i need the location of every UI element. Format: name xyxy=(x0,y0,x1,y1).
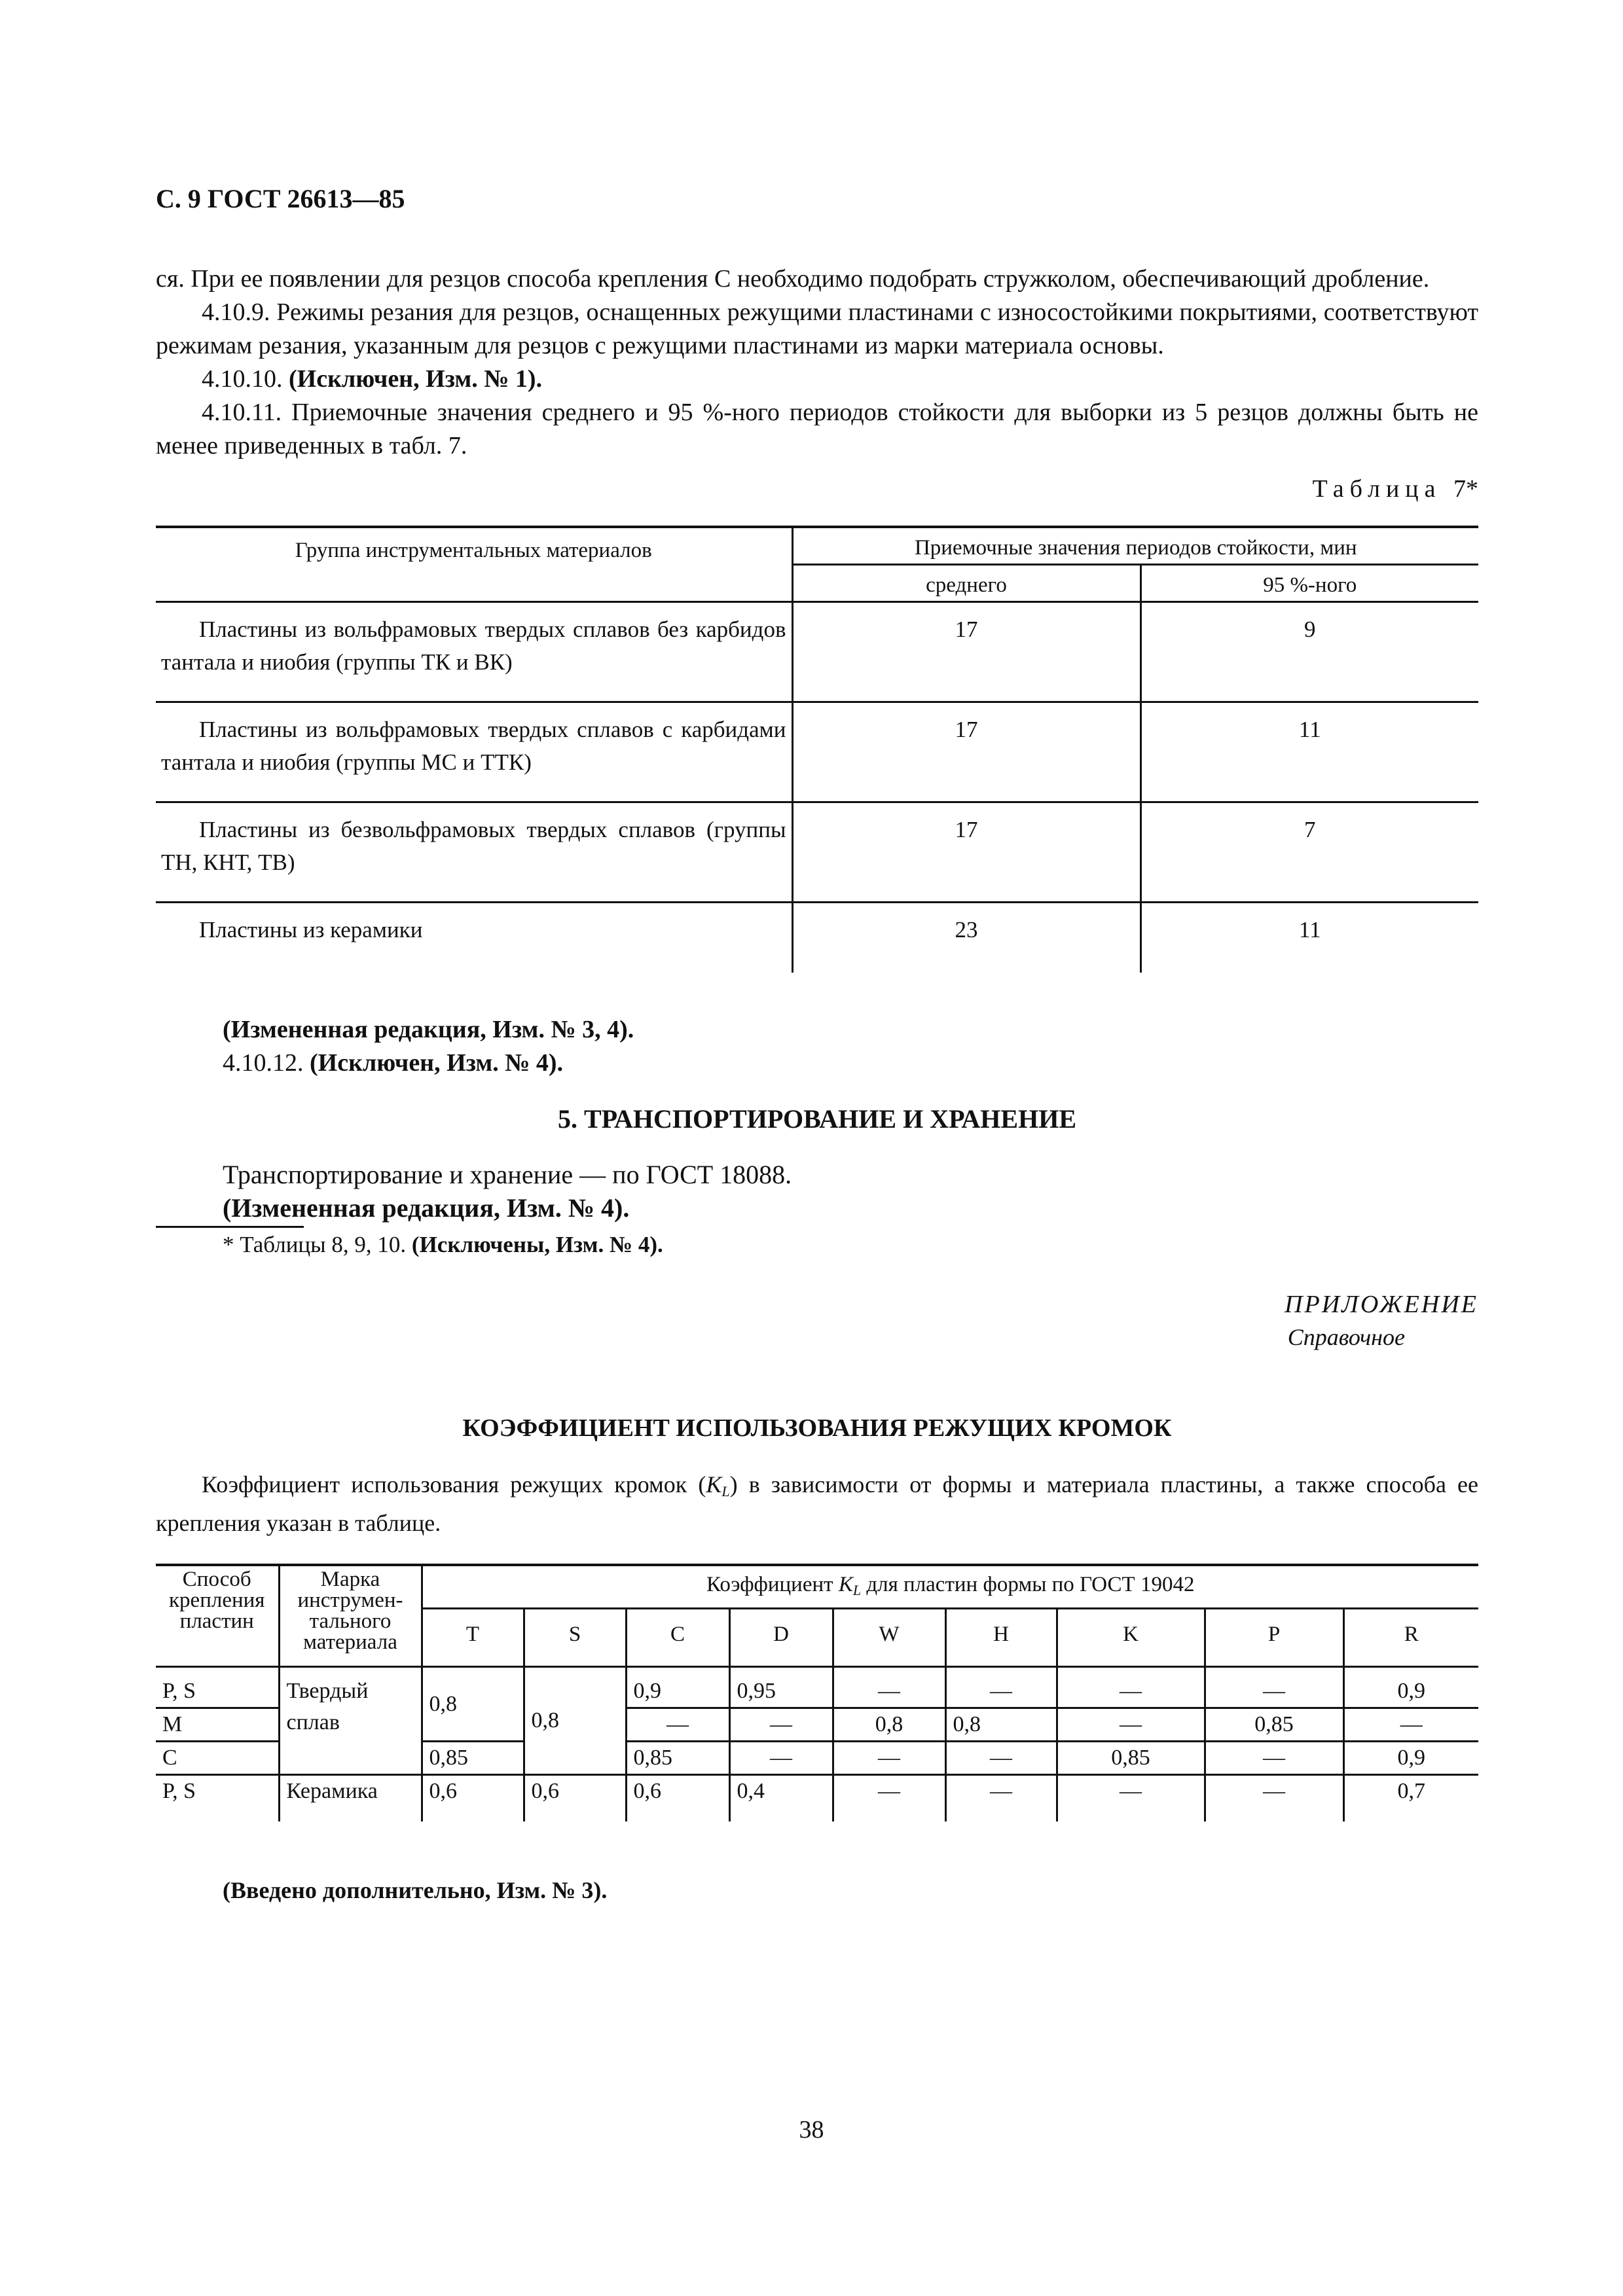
t7-header-material: Группа инструментальных материалов xyxy=(156,527,792,602)
kt-form-T: T xyxy=(422,1609,524,1667)
kt-form-C: C xyxy=(626,1609,729,1667)
paragraph-4-10-10 xyxy=(156,363,1478,396)
kt-r4-K: — xyxy=(1057,1775,1205,1822)
appendix-note: (Введено дополнительно, Изм. № 3). xyxy=(223,1877,608,1903)
kt-method: C xyxy=(156,1742,279,1775)
kt-r3-P: — xyxy=(1205,1742,1343,1775)
t7-material: Пластины из безвольфрамовых твердых сплавов (группы ТН, КНТ, ТВ) xyxy=(156,802,792,903)
paragraph-4-10-12: 4.10.12. (Исключен, Изм. № 4). xyxy=(223,1049,564,1077)
document-page xyxy=(156,183,1478,1907)
kt-r1-P: — xyxy=(1205,1667,1343,1708)
appendix-type: Справочное xyxy=(1287,1324,1405,1350)
table-row xyxy=(156,1775,1478,1822)
t7-p95: 11 xyxy=(1140,903,1478,973)
kt-form-S: S xyxy=(524,1609,626,1667)
t7-p95: 11 xyxy=(1140,702,1478,802)
kt-r3-T: 0,85 xyxy=(422,1742,524,1775)
kt-grade-blank xyxy=(279,1742,422,1775)
table-row xyxy=(156,903,1478,973)
kt-r2-D: — xyxy=(729,1708,833,1742)
kt-form-H: H xyxy=(945,1609,1057,1667)
clause-number: 4.10.10. xyxy=(202,365,283,393)
kt-r3-R: 0,9 xyxy=(1343,1742,1478,1775)
table-row xyxy=(156,602,1478,702)
table-row xyxy=(156,1742,1478,1775)
kt-r4-R: 0,7 xyxy=(1343,1775,1478,1822)
kt-r1-W: — xyxy=(833,1667,945,1708)
kt-form-K: K xyxy=(1057,1609,1205,1667)
kt-r4-W: — xyxy=(833,1775,945,1822)
t7-material: Пластины из керамики xyxy=(199,917,423,942)
kt-method: P, S xyxy=(162,1779,196,1803)
kt-r2-W: 0,8 xyxy=(833,1708,945,1742)
kt-r2-K: — xyxy=(1057,1708,1205,1742)
t7-p95: 9 xyxy=(1140,602,1478,702)
kt-r2-R: — xyxy=(1343,1708,1478,1742)
t7-header-group: Приемочные значения периодов стойкости, мин xyxy=(792,527,1478,565)
table-row xyxy=(156,1667,1478,1708)
kt-form-D: D xyxy=(729,1609,833,1667)
kt-hard-S: 0,8 xyxy=(524,1667,626,1775)
kt-hard-T: 0,8 xyxy=(422,1667,524,1742)
amendment-note: (Измененная редакция, Изм. № 3, 4). xyxy=(223,1016,634,1043)
t7-material: Пластины из вольфрамовых твердых сплавов без карбидов тантала и ниобия (группы ТК и ВК) xyxy=(156,602,792,702)
kt-r1-K: — xyxy=(1057,1667,1205,1708)
coefficient-table xyxy=(156,1564,1478,1821)
kt-r4-T: 0,6 xyxy=(422,1775,524,1822)
table-row xyxy=(156,802,1478,903)
appendix-intro: Коэффициент использования режущих кромок $(K_L)$ в зависимости от формы и материала пластины, а также способа ее крепления указан в таблице. xyxy=(156,1471,1478,1536)
t7-header-mean: среднего xyxy=(792,565,1140,602)
kt-r4-S: 0,6 xyxy=(524,1775,626,1822)
section-5-edit: (Измененная редакция, Изм. № 4). xyxy=(223,1193,630,1223)
table-7-caption: Таблица 7* xyxy=(1312,475,1478,503)
kt-r3-H: — xyxy=(945,1742,1057,1775)
paragraph-continued: ся. При ее появлении для резцов способа крепления С необходимо подобрать стружколом, обеспечивающий дробление. xyxy=(156,265,1430,293)
kt-r2-C: — xyxy=(626,1708,729,1742)
appendix-title: КОЭФФИЦИЕНТ ИСПОЛЬЗОВАНИЯ РЕЖУЩИХ КРОМОК xyxy=(462,1414,1172,1442)
section-5-text: Транспортирование и хранение — по ГОСТ 18088. xyxy=(223,1160,792,1189)
t7-header-95: 95 %-ного xyxy=(1140,565,1478,602)
t7-mean: 17 xyxy=(792,602,1140,702)
t7-mean: 17 xyxy=(792,702,1140,802)
kt-r1-C: 0,9 xyxy=(626,1667,729,1708)
kt-grade-hard: Твердый сплав xyxy=(279,1667,422,1742)
paragraph-4-10-9: 4.10.9. Режимы резания для резцов, оснащенных режущими пластинами с износостойкими покрытиями, соответствуют режимам резания, указанным для резцов с режущими пластинами из марки материала основы. xyxy=(156,298,1478,359)
kt-r2-H: 0,8 xyxy=(945,1708,1057,1742)
page-number: 38 xyxy=(799,2116,824,2144)
table-row xyxy=(156,702,1478,802)
kt-r3-W: — xyxy=(833,1742,945,1775)
kt-r4-P: — xyxy=(1205,1775,1343,1822)
t7-mean: 17 xyxy=(792,802,1140,903)
kt-method: P, S xyxy=(156,1667,279,1708)
t7-material: Пластины из вольфрамовых твердых сплавов с карбидами тантала и ниобия (группы МС и ТТК) xyxy=(156,702,792,802)
kt-r4-C: 0,6 xyxy=(626,1775,729,1822)
kt-method: M xyxy=(156,1708,279,1742)
kt-r2-P: 0,85 xyxy=(1205,1708,1343,1742)
paragraph-4-10-11: 4.10.11. Приемочные значения среднего и 95 %-ного периодов стойкости для выборки из 5 резцов должны быть не менее приведенных в табл. 7. xyxy=(156,399,1478,459)
table-7 xyxy=(156,526,1478,973)
kt-r3-C: 0,85 xyxy=(626,1742,729,1775)
kt-r4-H: — xyxy=(945,1775,1057,1822)
clause-excluded-note: (Исключен, Изм. № 1). xyxy=(289,365,543,393)
appendix-label: ПРИЛОЖЕНИЕ Справочное xyxy=(156,1288,1478,1354)
t7-p95: 7 xyxy=(1140,802,1478,903)
kt-r4-D: 0,4 xyxy=(729,1775,833,1822)
kt-form-P: P xyxy=(1205,1609,1343,1667)
kt-form-R: R xyxy=(1343,1609,1478,1667)
section-5-title: 5. ТРАНСПОРТИРОВАНИЕ И ХРАНЕНИЕ xyxy=(558,1104,1076,1134)
kt-header-method: Способ крепления пластин xyxy=(156,1565,279,1667)
footnote: * Таблицы 8, 9, 10. (Исключены, Изм. № 4). xyxy=(223,1232,663,1257)
t7-mean: 23 xyxy=(792,903,1140,973)
kt-r3-D: — xyxy=(729,1742,833,1775)
page-header: С. 9 ГОСТ 26613—85 xyxy=(156,184,405,213)
kt-header-grade: Марка инструмен-тального материала xyxy=(279,1565,422,1667)
kt-form-W: W xyxy=(833,1609,945,1667)
kt-grade-ceramic: Керамика xyxy=(279,1775,422,1822)
kt-header-coef: Коэффициент $K_L$ для пластин формы по ГОСТ 19042 xyxy=(422,1565,1478,1609)
kt-r1-D: 0,95 xyxy=(729,1667,833,1708)
kt-r1-R: 0,9 xyxy=(1343,1667,1478,1708)
kt-r1-H: — xyxy=(945,1667,1057,1708)
kt-r3-K: 0,85 xyxy=(1057,1742,1205,1775)
